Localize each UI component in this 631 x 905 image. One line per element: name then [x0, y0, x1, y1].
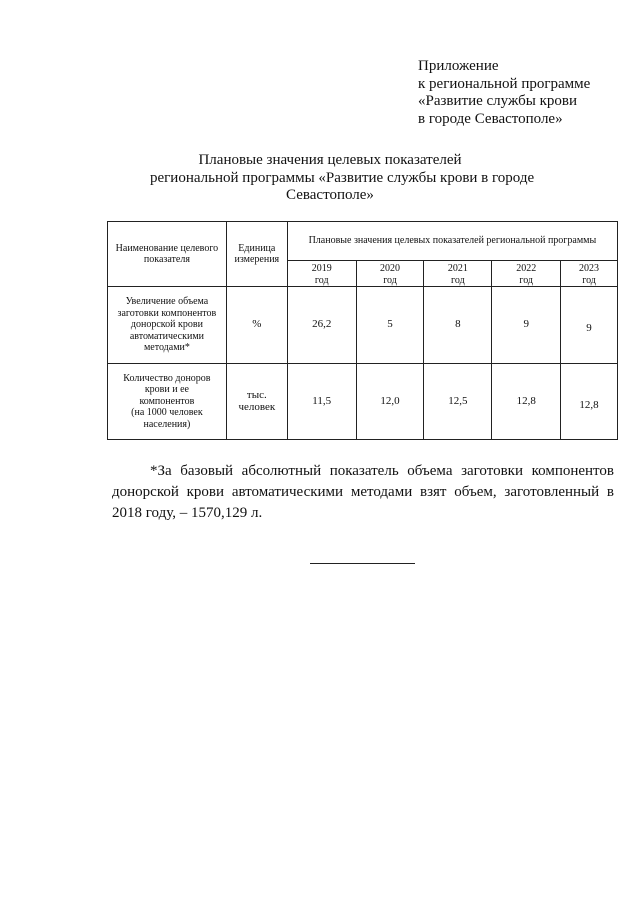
header-year: 2019 год — [287, 261, 356, 287]
table-row — [108, 287, 618, 364]
closing-divider — [310, 563, 415, 564]
header-planned-values: Плановые значения целевых показателей региональной программы — [287, 222, 617, 261]
title-line: региональной программы «Развитие службы крови в городе — [150, 169, 535, 186]
indicator-name-cell: Количество доноров крови и ее компонентов (на 1000 человек населения) — [108, 364, 227, 440]
table-header-row — [108, 222, 618, 261]
appendix-line: Приложение — [418, 58, 499, 74]
appendix-header — [418, 58, 590, 128]
value-cell: 12,8 — [561, 364, 618, 440]
value-cell: 5 — [356, 287, 424, 364]
value-cell: 8 — [424, 287, 492, 364]
footnote-text: *За базовый абсолютный показатель объема заготовки компонентов донорской крови автоматическими методами взят объем, заготовленный в 2018 году, – 1570,129 л. — [112, 463, 614, 521]
table-row — [108, 364, 618, 440]
value-cell: 9 — [561, 287, 618, 364]
document-title — [150, 152, 535, 205]
indicators-table — [107, 221, 618, 440]
value-cell: 11,5 — [287, 364, 356, 440]
title-line: Севастополе» — [286, 187, 374, 203]
value-cell: 12,8 — [492, 364, 561, 440]
unit-cell: тыс. человек — [226, 364, 287, 440]
appendix-line: в городе Севастополе» — [418, 110, 563, 127]
indicator-name-cell: Увеличение объема заготовки компонентов донорской крови автоматическими методами* — [108, 287, 227, 364]
header-year: 2020 год — [356, 261, 424, 287]
unit-cell: % — [226, 287, 287, 364]
header-year: 2023 год — [561, 261, 618, 287]
title-line: Плановые значения целевых показателей — [198, 152, 462, 168]
value-cell: 12,0 — [356, 364, 424, 440]
header-year: 2021 год — [424, 261, 492, 287]
appendix-line: «Развитие службы крови — [418, 93, 577, 109]
value-cell: 26,2 — [287, 287, 356, 364]
header-year: 2022 год — [492, 261, 561, 287]
header-indicator-name: Наименование целевого показателя — [108, 222, 227, 287]
value-cell: 9 — [492, 287, 561, 364]
header-unit: Единица измерения — [226, 222, 287, 287]
footnote — [112, 461, 614, 524]
value-cell: 12,5 — [424, 364, 492, 440]
appendix-line: к региональной программе — [418, 75, 591, 92]
